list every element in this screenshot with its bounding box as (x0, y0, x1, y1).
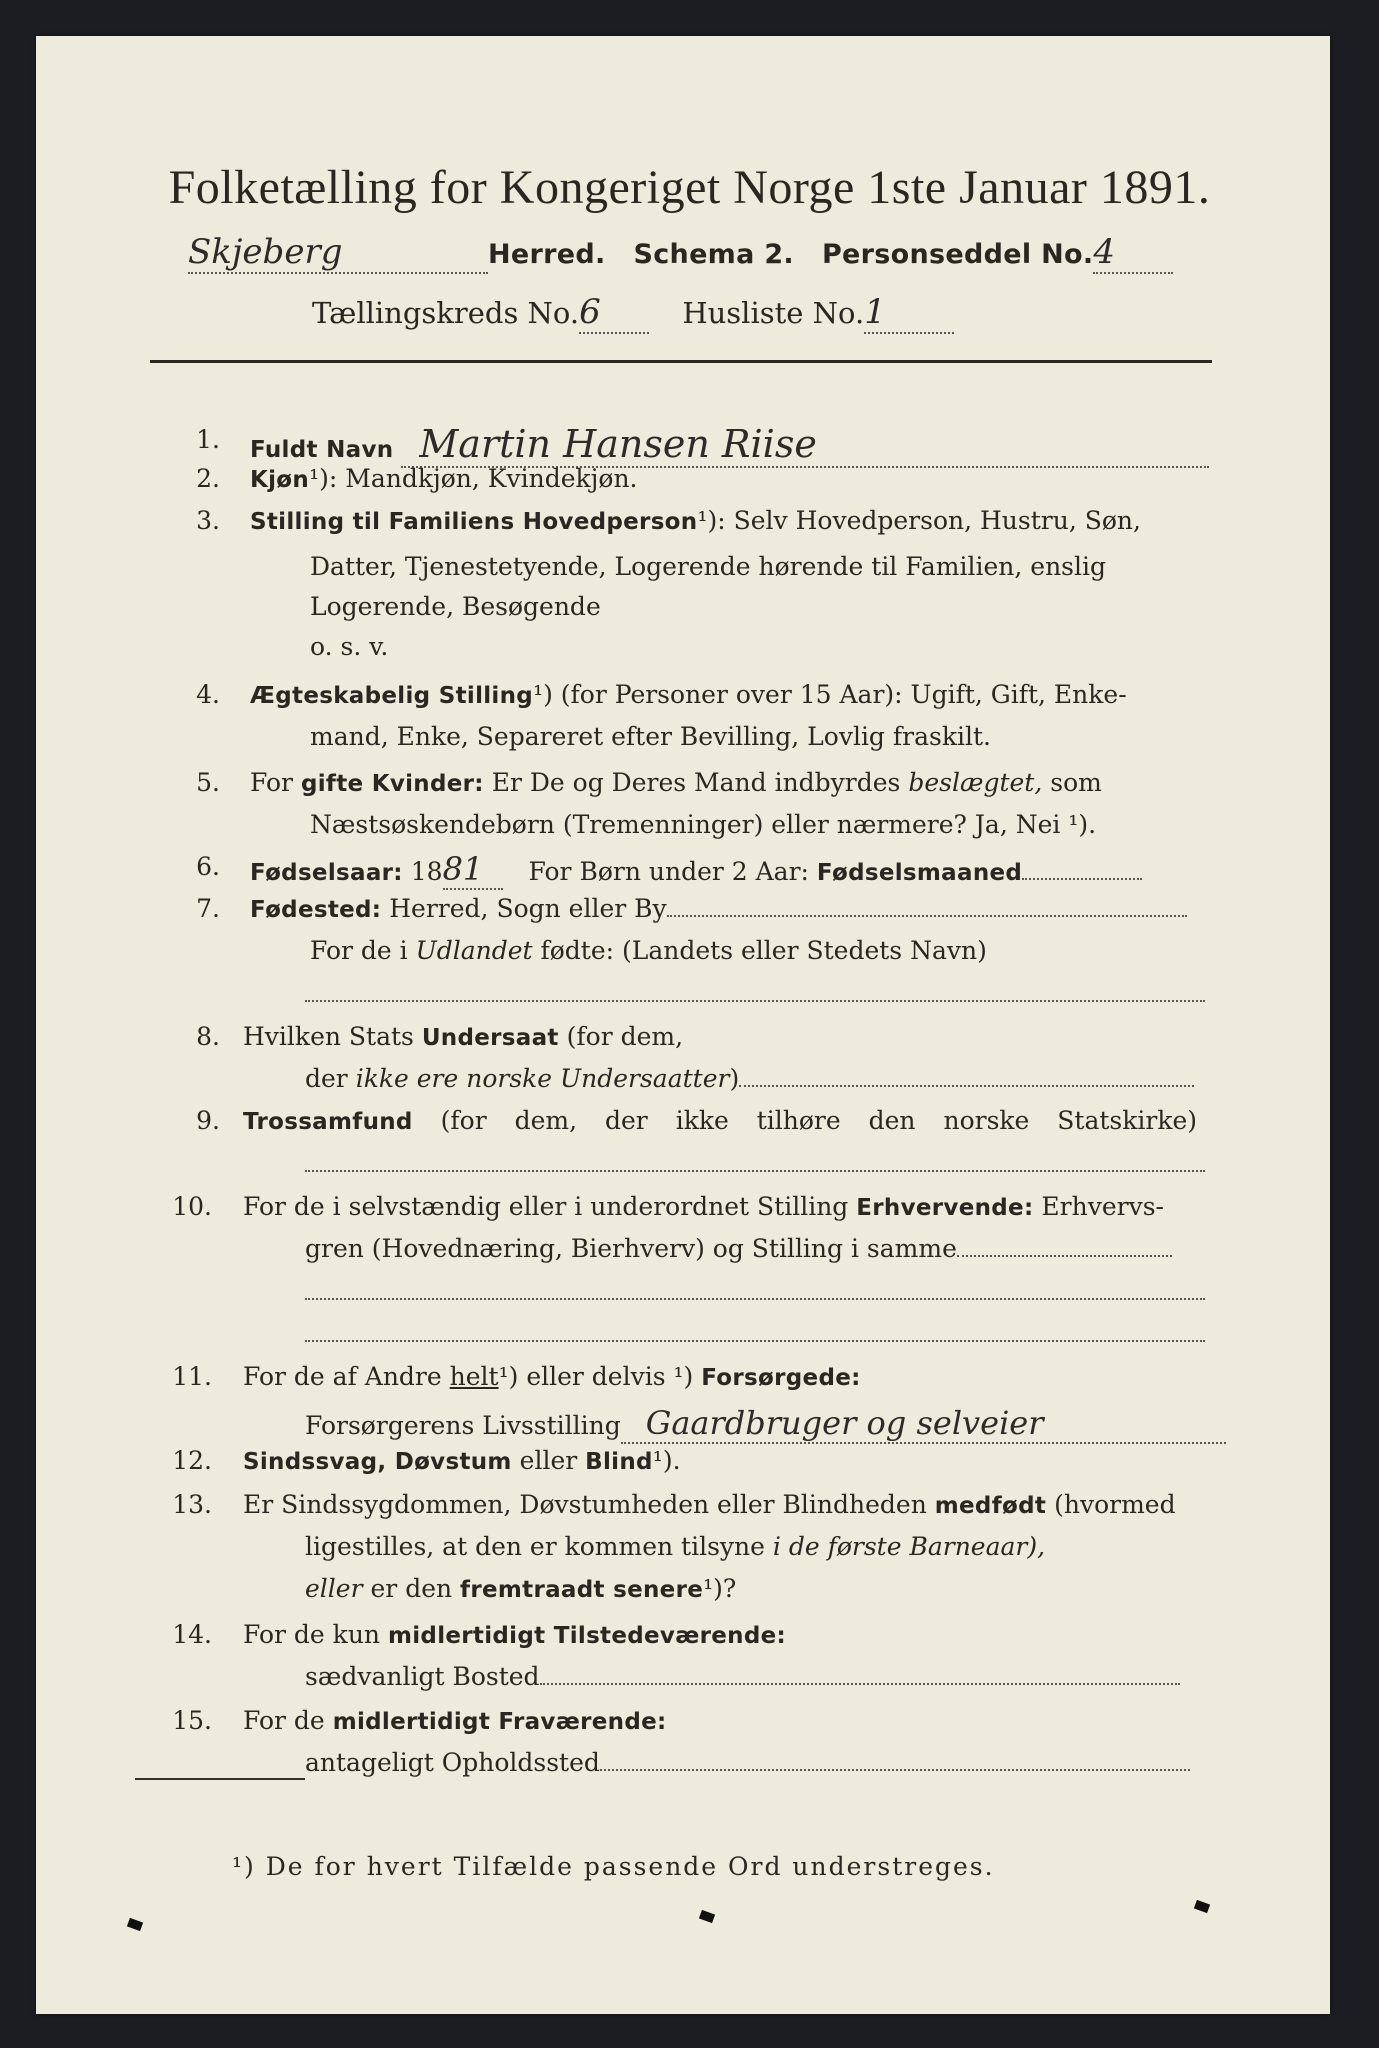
item-13-line2 (305, 1532, 1045, 1561)
item-12-label2: Blind (585, 1449, 653, 1475)
item-11-mid: ¹) eller delvis ¹) (498, 1362, 694, 1391)
item-9-number: 9. (196, 1106, 220, 1135)
item-7-text: Herred, Sogn eller By (389, 894, 667, 923)
header-rule (150, 360, 1212, 363)
item-2-label: Kjøn (250, 467, 310, 493)
item-8-pre: Hvilken Stats (243, 1022, 414, 1051)
item-2-row (250, 464, 638, 493)
item-7-number: 7. (196, 894, 220, 923)
item-7-italic: Udlandet (415, 936, 533, 965)
item-3-number: 3. (196, 506, 220, 535)
item-6-label: Fødselsaar: (250, 860, 403, 886)
occupation-field-2[interactable] (305, 1298, 1205, 1300)
occupation-field[interactable] (957, 1255, 1172, 1257)
item-2-number: 2. (196, 464, 220, 493)
item-12-text: eller (519, 1446, 578, 1475)
item-5-italic: beslægtet, (908, 768, 1043, 797)
item-13-pre: Er Sindssygdommen, Døvstumheden eller Blindheden (243, 1490, 927, 1519)
item-13-number: 13. (172, 1490, 212, 1519)
item-14-number: 14. (172, 1620, 212, 1649)
item-1-number: 1. (196, 425, 220, 454)
item-15-pre: For de (243, 1706, 325, 1735)
item-10-number: 10. (172, 1192, 212, 1221)
item-12-number: 12. (172, 1446, 212, 1475)
item-11-helt: helt (449, 1362, 499, 1391)
item-11-pre: For de af Andre (243, 1362, 442, 1391)
herred-value[interactable]: Skjeberg (188, 232, 488, 274)
item-15-row (243, 1706, 667, 1735)
full-name-value[interactable]: Martin Hansen Riise (401, 422, 1209, 468)
item-13-label2: fremtraadt senere (460, 1577, 704, 1603)
item-10-text: Erhvervs- (1041, 1192, 1164, 1221)
item-5-text: Er De og Deres Mand indbyrdes (491, 768, 901, 797)
item-6-row (250, 850, 1142, 890)
item-5-text-end: som (1050, 768, 1102, 797)
item-5-pre: For (250, 768, 293, 797)
item-11-row (243, 1362, 861, 1391)
birth-month-field[interactable] (1022, 878, 1142, 880)
item-11-line2 (305, 1404, 1226, 1444)
item-12-row (243, 1446, 681, 1475)
item-3-line2: Datter, Tjenestetyende, Logerende hørende til Familien, enslig (310, 552, 1107, 581)
header-herred-row (188, 232, 1173, 274)
personseddel-value[interactable]: 4 (1093, 232, 1173, 274)
item-15-text2: antageligt Opholdssted (305, 1748, 600, 1777)
item-5-number: 5. (196, 768, 220, 797)
footnote: ¹) De for hvert Tilfælde passende Ord understreges. (232, 1852, 995, 1881)
item-14-line2 (305, 1662, 1180, 1691)
occupation-field-3[interactable] (305, 1340, 1205, 1342)
item-8-line2: der ikke ere norske Undersaatter) (305, 1064, 1194, 1093)
item-13-label: medfødt (934, 1493, 1047, 1519)
item-2-text: ¹): Mandkjøn, Kvindekjøn. (309, 464, 638, 493)
item-9-row (243, 1106, 1197, 1135)
item-8-number: 8. (196, 1022, 220, 1051)
item-7-text2a: For de i (310, 936, 408, 965)
item-13-italic2: eller (305, 1574, 363, 1603)
religion-field[interactable] (305, 1170, 1205, 1172)
item-13-line3 (305, 1574, 736, 1603)
item-7-line2 (310, 936, 987, 965)
item-10-pre: For de i selvstændig eller i underordnet Stilling (243, 1192, 849, 1221)
item-3-line4: o. s. v. (310, 632, 389, 661)
item-8-label: Undersaat (421, 1025, 559, 1051)
birthplace-field[interactable] (667, 915, 1187, 917)
item-13-italic: i de første Barneaar), (772, 1532, 1046, 1561)
item-4-text: ¹) (for Personer over 15 Aar): Ugift, Gift, Enke- (533, 680, 1127, 709)
item-4-number: 4. (196, 680, 220, 709)
item-4-line2: mand, Enke, Separeret efter Bevilling, Lovlig fraskilt. (310, 722, 991, 751)
item-3-row (250, 506, 1141, 535)
item-7-row (250, 894, 1187, 923)
item-8-text: (for dem, (566, 1022, 684, 1051)
item-3-text: ¹): Selv Hovedperson, Hustru, Søn, (697, 506, 1141, 535)
herred-label: Herred. (488, 239, 606, 270)
item-8-italic: ikke ere norske Undersaatter (355, 1064, 730, 1093)
item-15-line2 (305, 1748, 1190, 1777)
footnote-rule (135, 1778, 305, 1780)
item-6-text2: For Børn under 2 Aar: (528, 857, 809, 886)
birth-year-value[interactable]: 81 (443, 850, 503, 890)
item-6-text: 18 (410, 857, 443, 886)
foreign-birthplace-field[interactable] (305, 1000, 1205, 1002)
item-3-label: Stilling til Familiens Hovedperson (250, 509, 698, 535)
item-13-text: (hvormed (1054, 1490, 1176, 1519)
taellingskreds-label: Tællingskreds No. (312, 296, 580, 330)
item-14-row (243, 1620, 786, 1649)
item-15-label: midlertidigt Fraværende: (332, 1709, 667, 1735)
item-5-line2: Næstsøskendebørn (Tremenninger) eller nærmere? Ja, Nei ¹). (310, 810, 1097, 839)
item-11-text2: Forsørgerens Livsstilling (305, 1411, 621, 1440)
item-13-text3b: ¹)? (703, 1574, 737, 1603)
item-5-row (250, 768, 1102, 797)
item-1-row (250, 422, 1209, 468)
item-8-text2a: der (305, 1064, 348, 1093)
item-9-text: (for dem, der ikke tilhøre den norske Statskirke) (440, 1106, 1198, 1135)
taellingskreds-value[interactable]: 6 (579, 292, 649, 334)
item-14-pre: For de kun (243, 1620, 381, 1649)
item-4-row (250, 680, 1127, 709)
item-13-row (243, 1490, 1176, 1519)
item-8-row (243, 1022, 683, 1051)
usual-residence-field[interactable] (540, 1683, 1180, 1685)
item-14-text2: sædvanligt Bosted (305, 1662, 540, 1691)
form-title: Folketælling for Kongeriget Norge 1ste Januar 1891. (168, 161, 1211, 214)
item-4-label: Ægteskabelig Stilling (250, 683, 534, 709)
item-7-text2b: fødte: (Landets eller Stedets Navn) (540, 936, 987, 965)
item-6-number: 6. (196, 852, 220, 881)
nationality-field[interactable] (739, 1085, 1194, 1087)
item-10-row (243, 1192, 1164, 1221)
item-7-label: Fødested: (250, 897, 382, 923)
probable-whereabouts-field[interactable] (600, 1769, 1190, 1771)
item-10-label: Erhvervende: (856, 1195, 1034, 1221)
item-12-label: Sindssvag, Døvstum (243, 1449, 512, 1475)
item-15-number: 15. (172, 1706, 212, 1735)
item-6-label2: Fødselsmaaned (816, 860, 1023, 886)
item-14-label: midlertidigt Tilstedeværende: (387, 1623, 786, 1649)
schema-label: Schema 2. (633, 239, 794, 270)
item-3-line3: Logerende, Besøgende (310, 592, 601, 621)
item-13-text3a: er den (370, 1574, 453, 1603)
item-9-label: Trossamfund (243, 1109, 413, 1135)
header-kreds-row (312, 292, 954, 334)
provider-occupation-value[interactable]: Gaardbruger og selveier (621, 1404, 1226, 1444)
item-13-text2a: ligestilles, at den er kommen tilsyne (305, 1532, 765, 1561)
husliste-label: Husliste No. (682, 296, 865, 330)
item-1-label: Fuldt Navn (250, 437, 394, 463)
item-12-text-end: ¹). (652, 1446, 681, 1475)
item-10-line2 (305, 1234, 1172, 1263)
item-11-label: Forsørgede: (701, 1365, 861, 1391)
husliste-value[interactable]: 1 (864, 292, 954, 334)
item-11-number: 11. (172, 1362, 212, 1391)
item-10-text2: gren (Hovednæring, Bierhverv) og Stilling i samme (305, 1234, 957, 1263)
personseddel-label: Personseddel No. (821, 239, 1094, 270)
item-5-label: gifte Kvinder: (300, 771, 484, 797)
